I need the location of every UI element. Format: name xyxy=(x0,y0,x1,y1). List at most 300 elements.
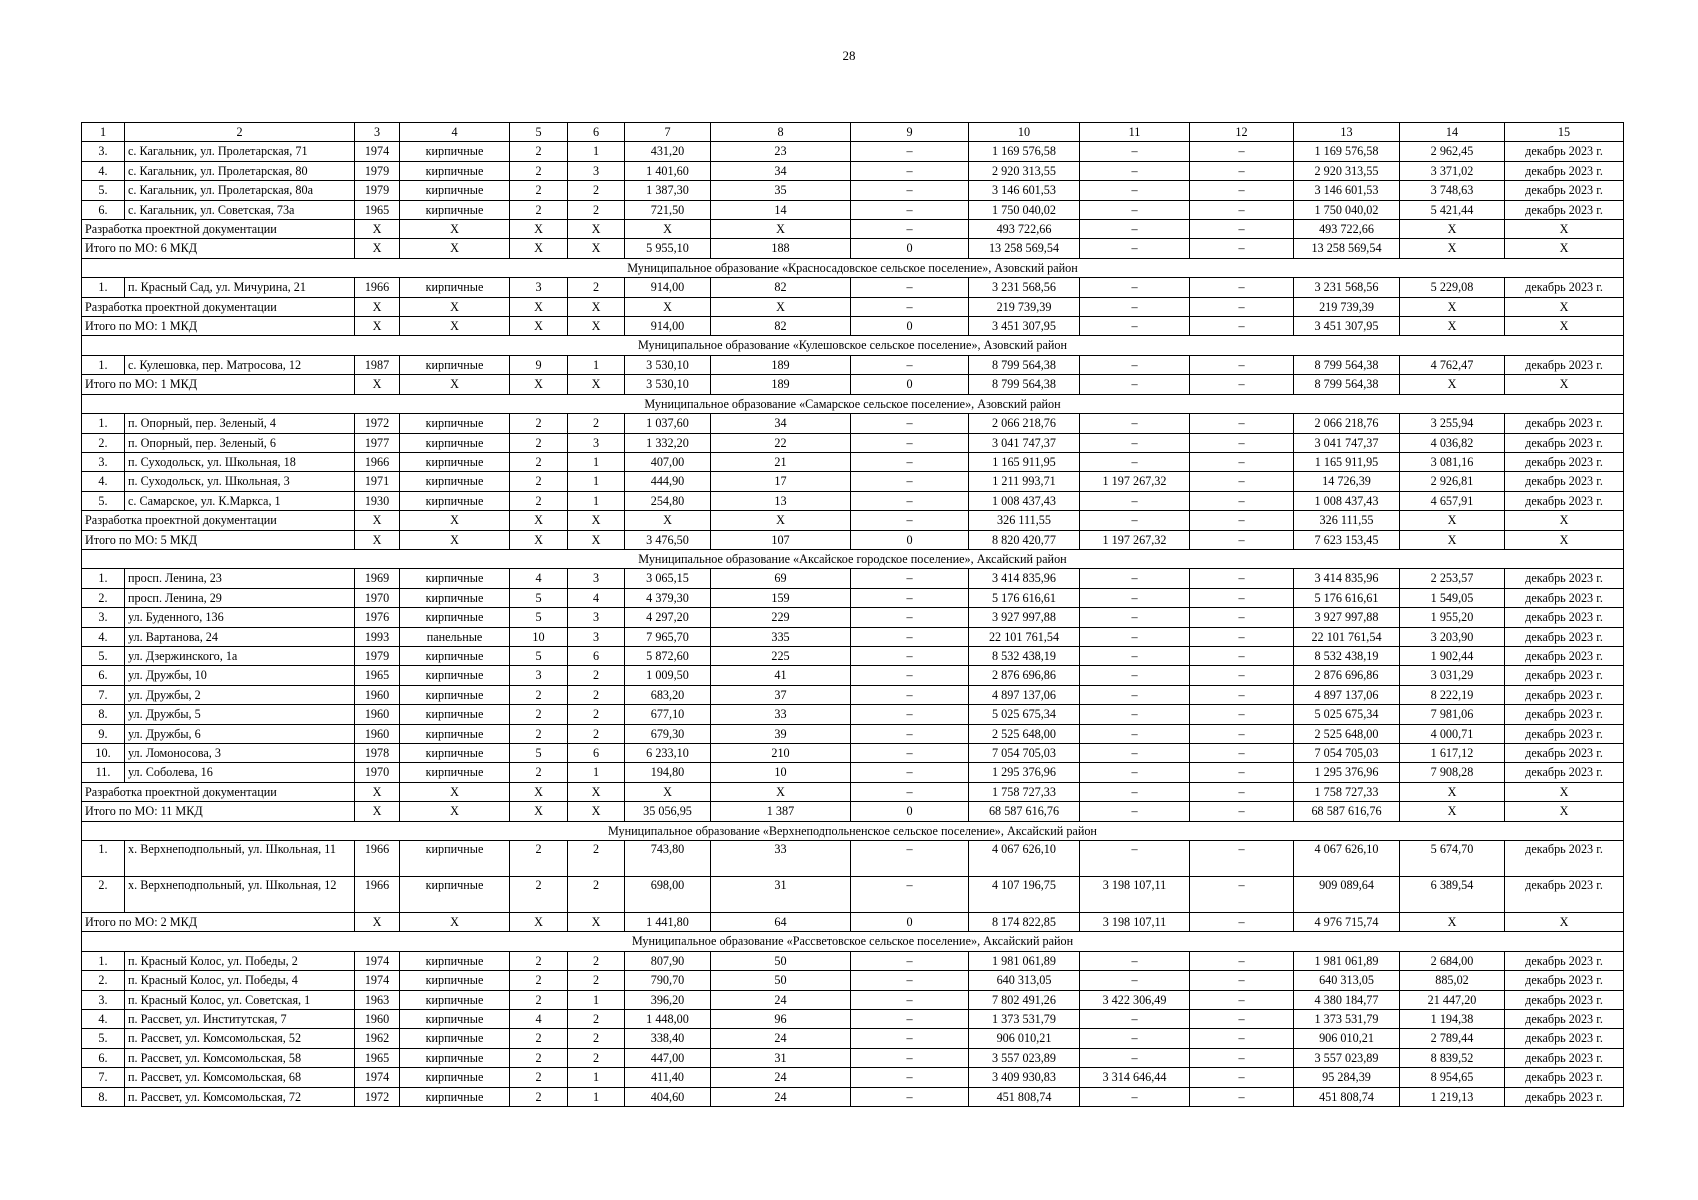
table-cell: – xyxy=(1190,971,1294,990)
table-cell: 1 165 911,95 xyxy=(969,452,1080,471)
table-cell: – xyxy=(851,724,969,743)
address-cell: ул. Вартанова, 24 xyxy=(125,627,355,646)
summary-cell: X xyxy=(625,511,711,530)
summary-cell: 5 955,10 xyxy=(625,239,711,258)
address-cell: п. Рассвет, ул. Комсомольская, 58 xyxy=(125,1048,355,1067)
table-cell: декабрь 2023 г. xyxy=(1505,569,1624,588)
summary-label: Итого по МО: 1 МКД xyxy=(82,375,355,394)
table-cell: 721,50 xyxy=(625,200,711,219)
table-cell: декабрь 2023 г. xyxy=(1505,1087,1624,1106)
table-cell: декабрь 2023 г. xyxy=(1505,951,1624,970)
summary-cell: – xyxy=(1080,511,1190,530)
table-cell: – xyxy=(851,414,969,433)
table-cell: декабрь 2023 г. xyxy=(1505,685,1624,704)
table-cell: 1 xyxy=(568,491,625,510)
table-cell: 1969 xyxy=(355,569,400,588)
summary-cell: X xyxy=(1400,802,1505,821)
table-cell: – xyxy=(851,705,969,724)
header-cell: 6 xyxy=(568,123,625,142)
table-cell: 1960 xyxy=(355,705,400,724)
summary-cell: X xyxy=(400,782,510,801)
row-number: 1. xyxy=(82,951,125,970)
summary-cell: X xyxy=(711,297,851,316)
table-cell: – xyxy=(1190,1010,1294,1029)
row-number: 1. xyxy=(82,355,125,374)
table-cell: – xyxy=(1080,841,1190,877)
summary-cell: X xyxy=(1400,375,1505,394)
table-cell: 2 xyxy=(510,841,568,877)
table-cell: 1 xyxy=(568,990,625,1009)
table-cell: декабрь 2023 г. xyxy=(1505,142,1624,161)
housing-repair-table xyxy=(81,122,1624,1107)
table-cell: – xyxy=(1190,685,1294,704)
summary-cell: 1 441,80 xyxy=(625,913,711,932)
summary-cell: X xyxy=(355,239,400,258)
table-cell: 2 xyxy=(510,472,568,491)
table-cell: 2 xyxy=(510,181,568,200)
table-cell: 1974 xyxy=(355,951,400,970)
table-cell: кирпичные xyxy=(400,971,510,990)
table-cell: – xyxy=(1080,951,1190,970)
table-cell: декабрь 2023 г. xyxy=(1505,763,1624,782)
table-cell: кирпичные xyxy=(400,724,510,743)
address-cell: п. Опорный, пер. Зеленый, 4 xyxy=(125,414,355,433)
table-cell: кирпичные xyxy=(400,951,510,970)
summary-label: Итого по МО: 6 МКД xyxy=(82,239,355,258)
table-cell: 2 926,81 xyxy=(1400,472,1505,491)
table-cell: 2 xyxy=(510,452,568,471)
table-cell: декабрь 2023 г. xyxy=(1505,588,1624,607)
address-cell: с. Кулешовка, пер. Матросова, 12 xyxy=(125,355,355,374)
table-cell: 5 176 616,61 xyxy=(1294,588,1400,607)
table-cell: – xyxy=(1190,627,1294,646)
address-cell: с. Кагальник, ул. Советская, 73а xyxy=(125,200,355,219)
table-cell: 14 726,39 xyxy=(1294,472,1400,491)
table-cell: – xyxy=(1080,971,1190,990)
table-cell: 1974 xyxy=(355,142,400,161)
row-number: 3. xyxy=(82,452,125,471)
table-cell: 677,10 xyxy=(625,705,711,724)
table-cell: декабрь 2023 г. xyxy=(1505,1010,1624,1029)
table-cell: – xyxy=(1190,841,1294,877)
table-cell: 2 xyxy=(568,877,625,913)
table-cell: – xyxy=(1190,763,1294,782)
row-number: 4. xyxy=(82,472,125,491)
row-number: 6. xyxy=(82,1048,125,1067)
summary-cell: 82 xyxy=(711,317,851,336)
table-cell: декабрь 2023 г. xyxy=(1505,355,1624,374)
row-number: 1. xyxy=(82,569,125,588)
table-cell: кирпичные xyxy=(400,646,510,665)
address-cell: п. Красный Колос, ул. Победы, 2 xyxy=(125,951,355,970)
table-cell: 1979 xyxy=(355,646,400,665)
summary-cell: X xyxy=(568,375,625,394)
address-cell: ул. Дружбы, 10 xyxy=(125,666,355,685)
summary-cell: – xyxy=(1080,802,1190,821)
table-cell: 21 447,20 xyxy=(1400,990,1505,1009)
summary-cell: – xyxy=(1080,220,1190,239)
table-cell: 35 xyxy=(711,181,851,200)
table-cell: 2 920 313,55 xyxy=(969,161,1080,180)
table-cell: 1966 xyxy=(355,877,400,913)
summary-cell: 7 623 153,45 xyxy=(1294,530,1400,549)
table-cell: 2 876 696,86 xyxy=(969,666,1080,685)
table-cell: 1 009,50 xyxy=(625,666,711,685)
table-cell: кирпичные xyxy=(400,1010,510,1029)
table-row xyxy=(82,355,1624,374)
table-cell: 1977 xyxy=(355,433,400,452)
table-cell: 1960 xyxy=(355,1010,400,1029)
table-row xyxy=(82,841,1624,877)
summary-cell: 3 451 307,95 xyxy=(969,317,1080,336)
summary-cell: X xyxy=(355,220,400,239)
table-cell: 2 xyxy=(568,1029,625,1048)
table-cell: 1970 xyxy=(355,588,400,607)
table-cell: – xyxy=(851,452,969,471)
summary-cell: X xyxy=(1505,782,1624,801)
address-cell: х. Верхнеподпольный, ул. Школьная, 12 xyxy=(125,877,355,913)
table-cell: – xyxy=(1080,705,1190,724)
table-cell: 5 176 616,61 xyxy=(969,588,1080,607)
table-cell: 3 748,63 xyxy=(1400,181,1505,200)
table-cell: 8 532 438,19 xyxy=(969,646,1080,665)
table-row xyxy=(82,1087,1624,1106)
row-number: 1. xyxy=(82,841,125,877)
table-cell: 39 xyxy=(711,724,851,743)
summary-cell: X xyxy=(400,511,510,530)
table-cell: 807,90 xyxy=(625,951,711,970)
summary-cell: X xyxy=(625,782,711,801)
summary-cell: X xyxy=(568,802,625,821)
section-title: Муниципальное образование «Верхнеподпольненское сельское поселение», Аксайский район xyxy=(82,821,1624,840)
table-cell: – xyxy=(1080,1029,1190,1048)
table-cell: декабрь 2023 г. xyxy=(1505,608,1624,627)
table-cell: 3 422 306,49 xyxy=(1080,990,1190,1009)
table-cell: – xyxy=(1080,1010,1190,1029)
summary-cell: X xyxy=(1505,220,1624,239)
address-cell: с. Кагальник, ул. Пролетарская, 71 xyxy=(125,142,355,161)
table-cell: 2 525 648,00 xyxy=(1294,724,1400,743)
section-row xyxy=(82,821,1624,840)
table-cell: 1 617,12 xyxy=(1400,744,1505,763)
table-cell: 3 530,10 xyxy=(625,355,711,374)
summary-cell: X xyxy=(1400,913,1505,932)
summary-cell: X xyxy=(568,239,625,258)
header-cell: 3 xyxy=(355,123,400,142)
summary-cell: 188 xyxy=(711,239,851,258)
table-cell: 2 xyxy=(510,724,568,743)
table-cell: – xyxy=(1190,877,1294,913)
table-cell: 2 xyxy=(568,685,625,704)
table-cell: 22 101 761,54 xyxy=(1294,627,1400,646)
table-cell: – xyxy=(851,569,969,588)
summary-label: Разработка проектной документации xyxy=(82,220,355,239)
table-cell: 451 808,74 xyxy=(1294,1087,1400,1106)
table-row xyxy=(82,705,1624,724)
table-cell: 2 xyxy=(510,877,568,913)
table-cell: 3 065,15 xyxy=(625,569,711,588)
table-cell: 7 908,28 xyxy=(1400,763,1505,782)
summary-cell: – xyxy=(1080,782,1190,801)
table-cell: 338,40 xyxy=(625,1029,711,1048)
table-cell: – xyxy=(1190,355,1294,374)
table-row xyxy=(82,1068,1624,1087)
table-row xyxy=(82,472,1624,491)
table-cell: – xyxy=(1080,1087,1190,1106)
table-cell: – xyxy=(851,1087,969,1106)
table-cell: 10 xyxy=(510,627,568,646)
summary-cell: 64 xyxy=(711,913,851,932)
summary-cell: X xyxy=(1400,297,1505,316)
table-cell: 1966 xyxy=(355,278,400,297)
summary-cell: 68 587 616,76 xyxy=(1294,802,1400,821)
table-cell: 1 xyxy=(568,472,625,491)
table-cell: 6 xyxy=(568,744,625,763)
summary-label: Разработка проектной документации xyxy=(82,782,355,801)
table-cell: 4 897 137,06 xyxy=(969,685,1080,704)
summary-cell: X xyxy=(510,511,568,530)
summary-cell: X xyxy=(355,375,400,394)
section-row xyxy=(82,258,1624,277)
row-number: 5. xyxy=(82,181,125,200)
table-cell: 1 194,38 xyxy=(1400,1010,1505,1029)
table-cell: 50 xyxy=(711,951,851,970)
row-number: 2. xyxy=(82,877,125,913)
table-cell: 885,02 xyxy=(1400,971,1505,990)
summary-row xyxy=(82,913,1624,932)
table-cell: кирпичные xyxy=(400,433,510,452)
table-cell: – xyxy=(1190,990,1294,1009)
table-cell: 909 089,64 xyxy=(1294,877,1400,913)
summary-cell: X xyxy=(355,802,400,821)
table-cell: 3 314 646,44 xyxy=(1080,1068,1190,1087)
summary-label: Итого по МО: 2 МКД xyxy=(82,913,355,932)
table-cell: 2 xyxy=(510,433,568,452)
summary-label: Итого по МО: 5 МКД xyxy=(82,530,355,549)
summary-cell: – xyxy=(1080,317,1190,336)
summary-cell: – xyxy=(1190,530,1294,549)
table-cell: – xyxy=(851,1010,969,1029)
table-cell: – xyxy=(1190,491,1294,510)
summary-row xyxy=(82,220,1624,239)
summary-row xyxy=(82,511,1624,530)
table-cell: 8 532 438,19 xyxy=(1294,646,1400,665)
section-title: Муниципальное образование «Кулешовское сельское поселение», Азовский район xyxy=(82,336,1624,355)
address-cell: п. Рассвет, ул. Институтская, 7 xyxy=(125,1010,355,1029)
table-cell: кирпичные xyxy=(400,588,510,607)
table-cell: 1974 xyxy=(355,971,400,990)
table-cell: 1972 xyxy=(355,414,400,433)
table-cell: 33 xyxy=(711,841,851,877)
summary-cell: 0 xyxy=(851,530,969,549)
summary-cell: 35 056,95 xyxy=(625,802,711,821)
row-number: 2. xyxy=(82,588,125,607)
address-cell: с. Самарское, ул. К.Маркса, 1 xyxy=(125,491,355,510)
table-cell: – xyxy=(1080,355,1190,374)
table-cell: – xyxy=(851,181,969,200)
table-cell: 1972 xyxy=(355,1087,400,1106)
table-cell: 3 371,02 xyxy=(1400,161,1505,180)
table-cell: 2 xyxy=(510,705,568,724)
summary-row xyxy=(82,375,1624,394)
summary-cell: 0 xyxy=(851,317,969,336)
table-cell: кирпичные xyxy=(400,763,510,782)
table-cell: – xyxy=(851,142,969,161)
table-cell: кирпичные xyxy=(400,161,510,180)
address-cell: ул. Соболева, 16 xyxy=(125,763,355,782)
summary-cell: 3 530,10 xyxy=(625,375,711,394)
table-cell: 2 xyxy=(568,200,625,219)
table-cell: 1 387,30 xyxy=(625,181,711,200)
summary-cell: X xyxy=(568,511,625,530)
table-cell: – xyxy=(1080,491,1190,510)
table-cell: 1 219,13 xyxy=(1400,1087,1505,1106)
table-cell: 3 xyxy=(568,569,625,588)
summary-cell: – xyxy=(1080,297,1190,316)
table-cell: декабрь 2023 г. xyxy=(1505,181,1624,200)
table-cell: – xyxy=(1190,951,1294,970)
header-cell: 8 xyxy=(711,123,851,142)
table-row xyxy=(82,142,1624,161)
row-number: 9. xyxy=(82,724,125,743)
table-cell: – xyxy=(1190,278,1294,297)
table-cell: кирпичные xyxy=(400,1048,510,1067)
table-cell: 7 981,06 xyxy=(1400,705,1505,724)
table-cell: кирпичные xyxy=(400,414,510,433)
header-cell: 1 xyxy=(82,123,125,142)
table-cell: 2 xyxy=(568,705,625,724)
summary-cell: 493 722,66 xyxy=(969,220,1080,239)
table-cell: 447,00 xyxy=(625,1048,711,1067)
table-cell: 2 xyxy=(510,1087,568,1106)
table-cell: 1 750 040,02 xyxy=(969,200,1080,219)
summary-cell: X xyxy=(510,913,568,932)
table-cell: 3 927 997,88 xyxy=(969,608,1080,627)
table-cell: – xyxy=(851,278,969,297)
table-cell: – xyxy=(851,744,969,763)
table-cell: 1 211 993,71 xyxy=(969,472,1080,491)
table-cell: – xyxy=(851,1068,969,1087)
table-cell: 1979 xyxy=(355,161,400,180)
summary-cell: 189 xyxy=(711,375,851,394)
summary-cell: 3 451 307,95 xyxy=(1294,317,1400,336)
summary-cell: – xyxy=(1190,220,1294,239)
table-cell: 3 146 601,53 xyxy=(969,181,1080,200)
summary-cell: X xyxy=(568,317,625,336)
summary-cell: – xyxy=(851,220,969,239)
row-number: 4. xyxy=(82,627,125,646)
table-cell: 914,00 xyxy=(625,278,711,297)
summary-row xyxy=(82,802,1624,821)
summary-cell: 0 xyxy=(851,802,969,821)
row-number: 1. xyxy=(82,278,125,297)
table-cell: 14 xyxy=(711,200,851,219)
table-cell: декабрь 2023 г. xyxy=(1505,705,1624,724)
table-cell: 1 981 061,89 xyxy=(1294,951,1400,970)
table-cell: декабрь 2023 г. xyxy=(1505,627,1624,646)
table-cell: кирпичные xyxy=(400,181,510,200)
summary-label: Разработка проектной документации xyxy=(82,511,355,530)
address-cell: просп. Ленина, 29 xyxy=(125,588,355,607)
section-row xyxy=(82,394,1624,413)
table-cell: 31 xyxy=(711,1048,851,1067)
header-cell: 15 xyxy=(1505,123,1624,142)
table-cell: – xyxy=(851,1048,969,1067)
summary-cell: 13 258 569,54 xyxy=(969,239,1080,258)
table-cell: декабрь 2023 г. xyxy=(1505,491,1624,510)
table-cell: – xyxy=(1080,685,1190,704)
summary-cell: X xyxy=(1400,530,1505,549)
table-cell: кирпичные xyxy=(400,877,510,913)
summary-cell: 8 174 822,85 xyxy=(969,913,1080,932)
summary-cell: X xyxy=(400,375,510,394)
table-cell: – xyxy=(1080,666,1190,685)
summary-cell: – xyxy=(1190,782,1294,801)
table-cell: – xyxy=(851,472,969,491)
table-cell: 3 xyxy=(510,278,568,297)
address-cell: п. Рассвет, ул. Комсомольская, 72 xyxy=(125,1087,355,1106)
section-row xyxy=(82,932,1624,951)
table-cell: – xyxy=(1080,646,1190,665)
header-cell: 11 xyxy=(1080,123,1190,142)
table-cell: – xyxy=(1190,588,1294,607)
table-cell: – xyxy=(1190,200,1294,219)
table-cell: 7 054 705,03 xyxy=(969,744,1080,763)
table-cell: 1 xyxy=(568,355,625,374)
table-cell: – xyxy=(1080,161,1190,180)
table-cell: 6 233,10 xyxy=(625,744,711,763)
table-cell: – xyxy=(851,161,969,180)
table-cell: 4 067 626,10 xyxy=(969,841,1080,877)
table-cell: – xyxy=(1190,472,1294,491)
table-cell: 1976 xyxy=(355,608,400,627)
table-cell: – xyxy=(851,951,969,970)
table-cell: 1 448,00 xyxy=(625,1010,711,1029)
summary-cell: 1 758 727,33 xyxy=(969,782,1080,801)
summary-cell: 1 387 xyxy=(711,802,851,821)
table-cell: 1 549,05 xyxy=(1400,588,1505,607)
table-cell: 3 031,29 xyxy=(1400,666,1505,685)
table-cell: 7 802 491,26 xyxy=(969,990,1080,1009)
table-cell: 5 xyxy=(510,588,568,607)
table-cell: 4 380 184,77 xyxy=(1294,990,1400,1009)
table-cell: 225 xyxy=(711,646,851,665)
table-cell: декабрь 2023 г. xyxy=(1505,414,1624,433)
table-cell: 1993 xyxy=(355,627,400,646)
summary-cell: X xyxy=(510,317,568,336)
summary-cell: 0 xyxy=(851,913,969,932)
table-cell: 1963 xyxy=(355,990,400,1009)
summary-cell: X xyxy=(510,297,568,316)
section-title: Муниципальное образование «Рассветовское сельское поселение», Аксайский район xyxy=(82,932,1624,951)
table-cell: – xyxy=(851,685,969,704)
section-row xyxy=(82,549,1624,568)
summary-cell: X xyxy=(568,220,625,239)
table-cell: 404,60 xyxy=(625,1087,711,1106)
table-cell: 10 xyxy=(711,763,851,782)
table-cell: 8 799 564,38 xyxy=(969,355,1080,374)
summary-cell: X xyxy=(355,511,400,530)
table-cell: 1 295 376,96 xyxy=(969,763,1080,782)
table-cell: 2 xyxy=(510,951,568,970)
address-cell: с. Кагальник, ул. Пролетарская, 80а xyxy=(125,181,355,200)
summary-cell: X xyxy=(1400,782,1505,801)
table-cell: 22 101 761,54 xyxy=(969,627,1080,646)
table-cell: 431,20 xyxy=(625,142,711,161)
table-cell: – xyxy=(1080,627,1190,646)
table-cell: 1 165 911,95 xyxy=(1294,452,1400,471)
table-cell: кирпичные xyxy=(400,666,510,685)
